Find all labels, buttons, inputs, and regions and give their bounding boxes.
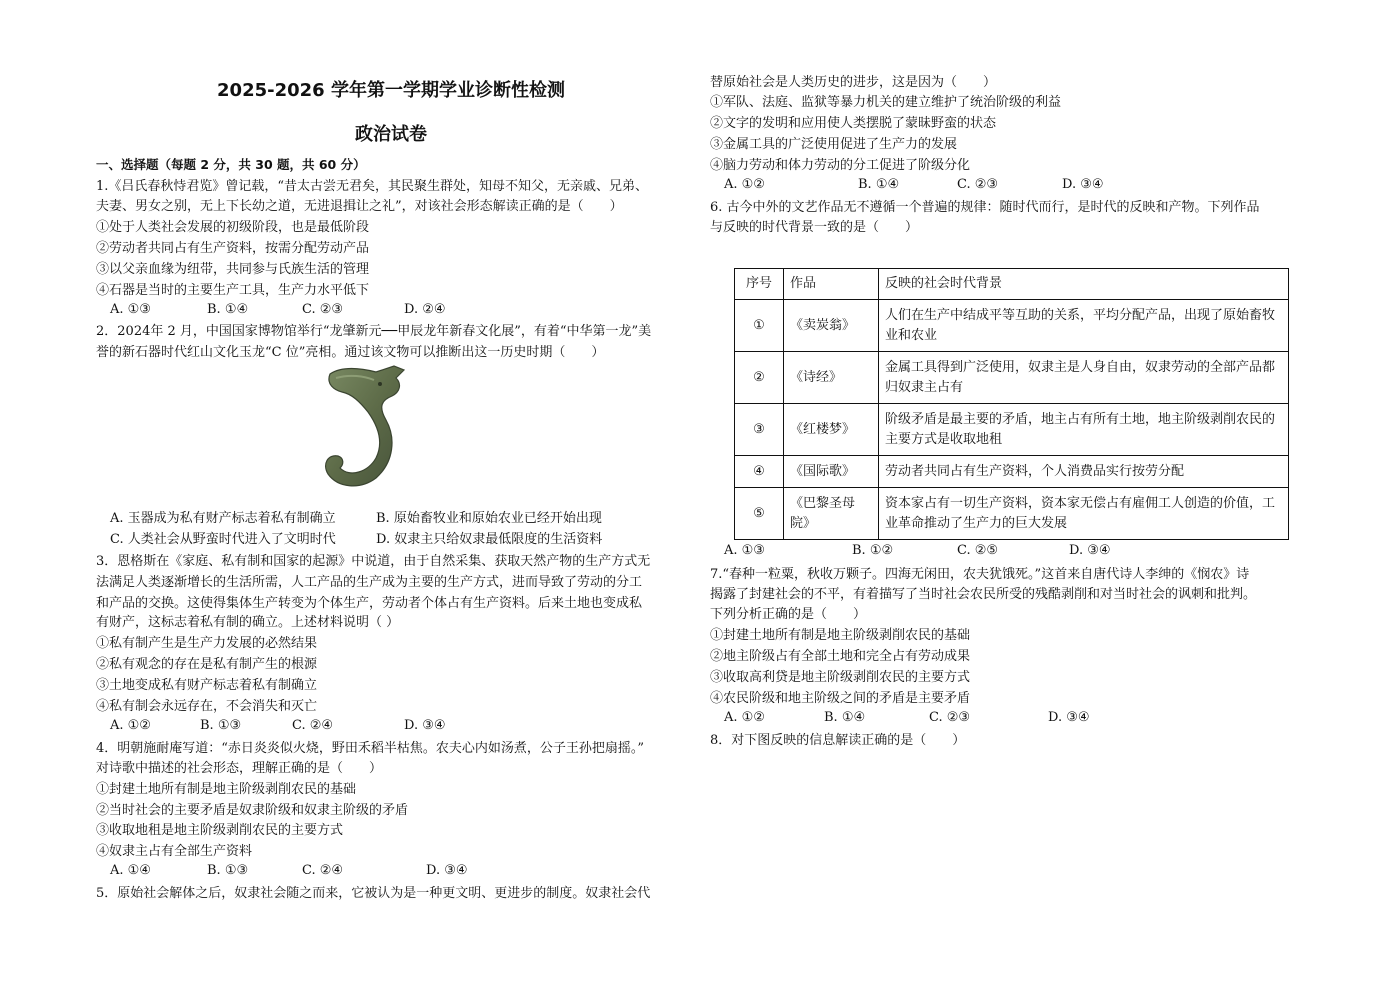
q3-statement-4: ④私有制会永远存在，不会消失和灭亡 bbox=[96, 699, 318, 714]
table-cell-background: 劳动者共同占有生产资料，个人消费品实行按劳分配 bbox=[879, 456, 1289, 488]
q4-stem-line1: 4．明朝施耐庵写道：“赤日炎炎似火烧，野田禾稻半枯焦。农夫心内如汤煮，公子王孙把扇摇。” bbox=[96, 741, 645, 756]
q2-option-a: A. 玉器成为私有财产标志着私有制确立 bbox=[110, 511, 336, 526]
q4-stem-line2: 对诗歌中描述的社会形态，理解正确的是（ ） bbox=[96, 761, 383, 776]
table-row bbox=[735, 488, 1289, 540]
q6-stem-line1: 6. 古今中外的文艺作品无不遵循一个普遍的规律：随时代而行，是时代的反映和产物。下列作品 bbox=[710, 200, 1260, 215]
table-cell-background: 阶级矛盾是最主要的矛盾，地主占有所有土地，地主阶级剥削农民的主要方式是收取地租 bbox=[879, 404, 1289, 456]
q3-stem-line3: 和产品的交换。这使得集体生产转变为个体生产，劳动者个体占有生产资料。后来土地也变成私 bbox=[96, 596, 643, 611]
q6-option-d: D. ③④ bbox=[1069, 543, 1111, 558]
q1-stem-line2: 夫妻、男女之别，无上下长幼之道，无进退揖让之礼”，对该社会形态解读正确的是（ ） bbox=[96, 199, 623, 214]
q7-option-a: A. ①② bbox=[724, 710, 765, 725]
q5-stem-line2: 替原始社会是人类历史的进步，这是因为（ ） bbox=[710, 75, 997, 90]
q4-statement-1: ①封建土地所有制是地主阶级剥削农民的基础 bbox=[96, 782, 357, 797]
table-cell-background: 金属工具得到广泛使用，奴隶主是人身自由，奴隶劳动的全部产品都归奴隶主占有 bbox=[879, 352, 1289, 404]
q7-stem-line2: 揭露了封建社会的不平，有着描写了当时社会农民所受的残酷剥削和对当时社会的讽刺和批判。 bbox=[710, 587, 1257, 602]
section-heading: 一、选择题（每题 2 分，共 30 题，共 60 分） bbox=[96, 157, 366, 172]
table-cell-work: 《红楼梦》 bbox=[784, 404, 879, 456]
q1-statement-4: ④石器是当时的主要生产工具，生产力水平低下 bbox=[96, 283, 370, 298]
q2-option-c: C. 人类社会从野蛮时代进入了文明时代 bbox=[110, 532, 336, 547]
table-cell-no: ④ bbox=[735, 456, 784, 488]
q3-option-c: C. ②④ bbox=[292, 718, 334, 733]
q7-option-c: C. ②③ bbox=[929, 710, 971, 725]
table-header-no: 序号 bbox=[735, 269, 784, 300]
q7-stem-line1: 7.“春种一粒粟，秋收万颗子。四海无闲田，农夫犹饿死。”这首来自唐代诗人李绅的《悯农》诗 bbox=[710, 567, 1250, 582]
q5-statement-4: ④脑力劳动和体力劳动的分工促进了阶级分化 bbox=[710, 158, 971, 173]
q4-option-d: D. ③④ bbox=[426, 863, 468, 878]
q7-stem-line3: 下列分析正确的是（ ） bbox=[710, 607, 867, 622]
q3-stem-line1: 3．恩格斯在《家庭、私有制和国家的起源》中说道，由于自然采集、获取天然产物的生产方式无 bbox=[96, 554, 651, 569]
q4-statement-4: ④奴隶主占有全部生产资料 bbox=[96, 844, 253, 859]
q5-stem-line1: 5．原始社会解体之后，奴隶社会随之而来，它被认为是一种更文明、更进步的制度。奴隶社会代 bbox=[96, 886, 651, 901]
q6-table bbox=[734, 268, 1289, 540]
q7-statement-2: ②地主阶级占有全部土地和完全占有劳动成果 bbox=[710, 649, 971, 664]
q5-statement-3: ③金属工具的广泛使用促进了生产力的发展 bbox=[710, 137, 958, 152]
q6-stem-line2: 与反映的时代背景一致的是（ ） bbox=[710, 220, 919, 235]
q2-option-b: B. 原始畜牧业和原始农业已经开始出现 bbox=[376, 511, 602, 526]
table-cell-no: ⑤ bbox=[735, 488, 784, 540]
q5-statement-1: ①军队、法庭、监狱等暴力机关的建立维护了统治阶级的利益 bbox=[710, 95, 1062, 110]
table-header-background: 反映的社会时代背景 bbox=[879, 269, 1289, 300]
q4-statement-2: ②当时社会的主要矛盾是奴隶阶级和奴隶主阶级的矛盾 bbox=[96, 803, 409, 818]
q4-statement-3: ③收取地租是地主阶级剥削农民的主要方式 bbox=[96, 823, 344, 838]
q1-option-a: A. ①③ bbox=[110, 302, 151, 317]
q1-statement-2: ②劳动者共同占有生产资料，按需分配劳动产品 bbox=[96, 241, 370, 256]
q1-stem-line1: 1.《吕氏春秋恃君览》曾记载，“昔太古尝无君矣，其民聚生群处，知母不知父，无亲戚、兄弟、 bbox=[96, 179, 649, 194]
q6-option-c: C. ②⑤ bbox=[957, 543, 999, 558]
q8-stem-line1: 8．对下图反映的信息解读正确的是（ ） bbox=[710, 733, 966, 748]
q5-statement-2: ②文字的发明和应用使人类摆脱了蒙昧野蛮的状态 bbox=[710, 116, 997, 131]
q3-option-a: A. ①② bbox=[110, 718, 151, 733]
q3-statement-3: ③土地变成私有财产标志着私有制确立 bbox=[96, 678, 318, 693]
q4-option-b: B. ①③ bbox=[207, 863, 249, 878]
q3-stem-line4: 有财产，这标志着私有制的确立。上述材料说明（ ） bbox=[96, 615, 400, 630]
q5-option-c: C. ②③ bbox=[957, 177, 999, 192]
table-cell-no: ③ bbox=[735, 404, 784, 456]
q1-statement-1: ①处于人类社会发展的初级阶段，也是最低阶段 bbox=[96, 220, 370, 235]
q2-stem-line1: 2．2024年 2 月，中国国家博物馆举行“龙肇新元──甲辰龙年新春文化展”，有着“中华第一龙”美 bbox=[96, 324, 652, 339]
q5-option-a: A. ①② bbox=[724, 177, 765, 192]
q3-stem-line2: 法满足人类逐渐增长的生活所需，人工产品的生产成为主要的生产方式，进而导致了劳动的分工 bbox=[96, 575, 643, 590]
table-cell-background: 资本家占有一切生产资料，资本家无偿占有雇佣工人创造的价值，工业革命推动了生产力的巨大发展 bbox=[879, 488, 1289, 540]
q2-option-d: D. 奴隶主只给奴隶最低限度的生活资料 bbox=[376, 532, 603, 547]
table-cell-work: 《诗经》 bbox=[784, 352, 879, 404]
q4-option-a: A. ①④ bbox=[110, 863, 151, 878]
q1-option-c: C. ②③ bbox=[302, 302, 344, 317]
table-cell-work: 《国际歌》 bbox=[784, 456, 879, 488]
q7-statement-1: ①封建土地所有制是地主阶级剥削农民的基础 bbox=[710, 628, 971, 643]
q6-option-a: A. ①③ bbox=[724, 543, 765, 558]
table-header-work: 作品 bbox=[784, 269, 879, 300]
q3-option-b: B. ①③ bbox=[200, 718, 242, 733]
q1-statement-3: ③以父亲血缘为纽带，共同参与氏族生活的管理 bbox=[96, 262, 370, 277]
exam-title: 2025-2026 学年第一学期学业诊断性检测 bbox=[217, 80, 565, 101]
table-cell-work: 《巴黎圣母院》 bbox=[784, 488, 879, 540]
q7-statement-4: ④农民阶级和地主阶级之间的矛盾是主要矛盾 bbox=[710, 691, 971, 706]
q5-option-b: B. ①④ bbox=[858, 177, 900, 192]
q2-stem-line2: 誉的新石器时代红山文化玉龙“C 位”亮相。通过该文物可以推断出这一历史时期（ ） bbox=[96, 345, 605, 360]
table-row bbox=[735, 456, 1289, 488]
table-cell-work: 《卖炭翁》 bbox=[784, 300, 879, 352]
q7-statement-3: ③收取高利贷是地主阶级剥削农民的主要方式 bbox=[710, 670, 971, 685]
table-cell-no: ② bbox=[735, 352, 784, 404]
q6-option-b: B. ①② bbox=[852, 543, 894, 558]
q7-option-d: D. ③④ bbox=[1048, 710, 1090, 725]
q1-option-d: D. ②④ bbox=[404, 302, 446, 317]
q1-option-b: B. ①④ bbox=[207, 302, 249, 317]
table-row bbox=[735, 404, 1289, 456]
table-header-row bbox=[735, 269, 1289, 300]
q7-option-b: B. ①④ bbox=[824, 710, 866, 725]
q3-option-d: D. ③④ bbox=[404, 718, 446, 733]
exam-subtitle: 政治试卷 bbox=[355, 124, 427, 145]
q4-option-c: C. ②④ bbox=[302, 863, 344, 878]
q5-option-d: D. ③④ bbox=[1062, 177, 1104, 192]
table-row bbox=[735, 352, 1289, 404]
q3-statement-2: ②私有观念的存在是私有制产生的根源 bbox=[96, 657, 318, 672]
table-cell-no: ① bbox=[735, 300, 784, 352]
jade-dragon-image bbox=[316, 362, 416, 494]
table-cell-background: 人们在生产中结成平等互助的关系，平均分配产品，出现了原始畜牧业和农业 bbox=[879, 300, 1289, 352]
table-row bbox=[735, 300, 1289, 352]
q3-statement-1: ①私有制产生是生产力发展的必然结果 bbox=[96, 636, 318, 651]
